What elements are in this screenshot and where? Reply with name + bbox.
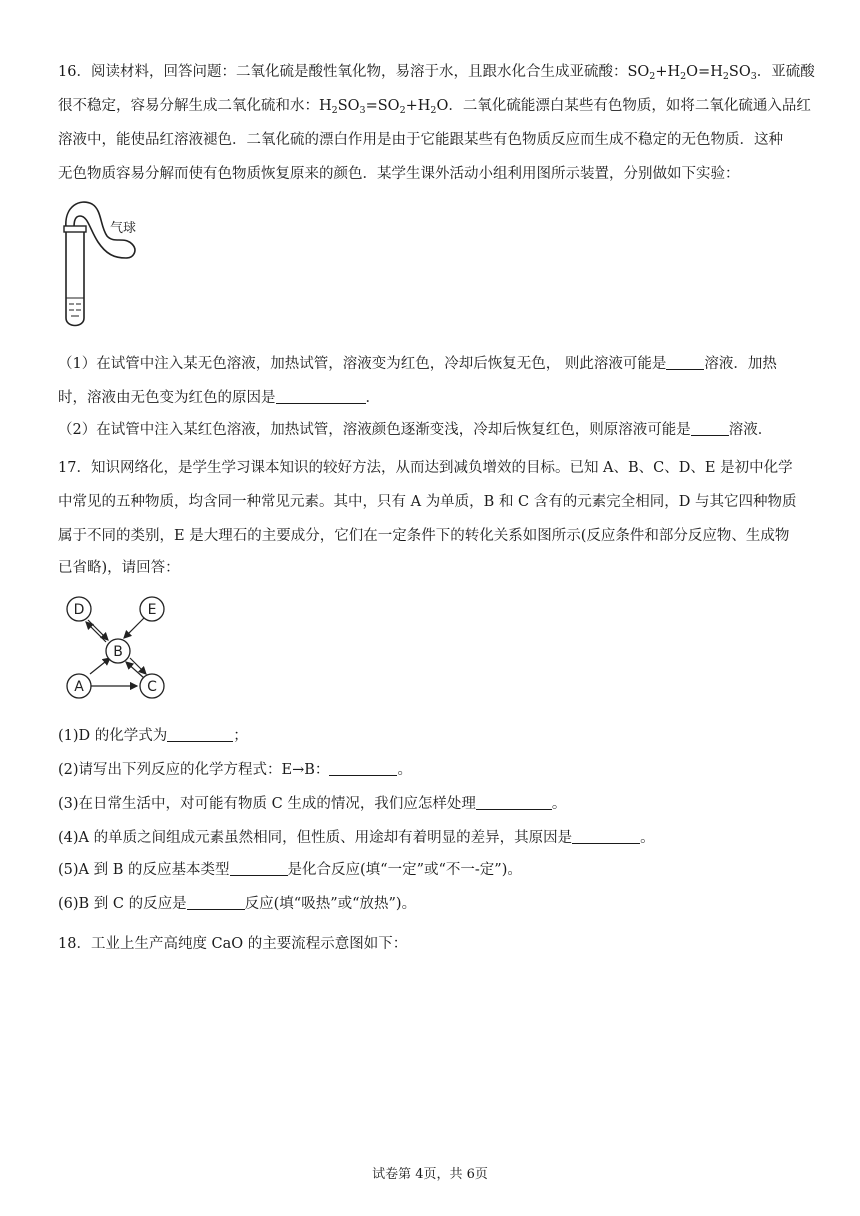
q16-line-4: 无色物质容易分解而使有色物质恢复原来的颜色．某学生课外活动小组利用图所示装置，分别做如下实验： xyxy=(58,166,740,182)
answer-blank[interactable] xyxy=(691,421,729,436)
answer-blank[interactable] xyxy=(167,727,233,742)
q16-part1-line1: （1）在试管中注入某无色溶液，加热试管，溶液变为红色，冷却后恢复无色， 则此溶液可能是 溶液．加热 xyxy=(58,356,777,372)
answer-blank[interactable] xyxy=(572,829,640,844)
page-footer: 试卷第 4页，共 6页 xyxy=(372,1167,488,1182)
q17-sub6: (6)B 到 C 的反应是 反应(填“吸热”或“放热”)。 xyxy=(58,896,417,912)
q17-line-4: 已省略)，请回答： xyxy=(58,560,180,576)
answer-blank[interactable] xyxy=(187,895,245,910)
q17-sub1: (1)D 的化学式为 ； xyxy=(58,728,248,744)
balloon-label: 气球 xyxy=(110,221,137,236)
q17-line-2: 中常见的五种物质，均含同一种常见元素。其中，只有 A 为单质，B 和 C 含有的元素完全相同，D 与其它四种物质 xyxy=(58,494,797,510)
answer-blank[interactable] xyxy=(666,355,704,370)
q18-line-1: 18．工业上生产高纯度 CaO 的主要流程示意图如下： xyxy=(58,936,408,952)
q17-line-1: 17．知识网络化，是学生学习课本知识的较好方法，从而达到减负增效的目标。已知 A、B、C、D、E 是初中化学 xyxy=(58,460,793,476)
node-e: E xyxy=(147,602,157,618)
q16-line-3: 溶液中，能使品红溶液褪色．二氧化硫的漂白作用是由于它能跟某些有色物质反应而生成不稳定的无色物质．这种 xyxy=(58,132,783,148)
q16-part2: （2）在试管中注入某红色溶液，加热试管，溶液颜色逐渐变浅，冷却后恢复红色，则原溶液可能是 溶液． xyxy=(58,422,773,438)
answer-blank[interactable] xyxy=(329,761,397,776)
test-tube-balloon-figure xyxy=(52,196,152,336)
q16-line-2: 很不稳定，容易分解生成二氧化硫和水：$H_2SO_3=SO_2+H_2O$．二氧化硫能漂白某些有色物质，如将二氧化硫通入品红 xyxy=(58,98,811,116)
node-b: B xyxy=(113,644,123,660)
q17-sub4: (4)A 的单质之间组成元素虽然相同，但性质、用途却有着明显的差异，其原因是 。 xyxy=(58,830,655,846)
q16-part1-line2: 时，溶液由无色变为红色的原因是 ． xyxy=(58,390,380,406)
substance-relation-diagram xyxy=(58,590,178,706)
q17-sub5: (5)A 到 B 的反应基本类型 是化合反应(填“一定”或“不一-定”)。 xyxy=(58,862,522,878)
node-a: A xyxy=(74,679,84,695)
q17-line-3: 属于不同的类别，E 是大理石的主要成分，它们在一定条件下的转化关系如图所示(反应条件和部分反应物、生成物 xyxy=(58,528,790,544)
answer-blank[interactable] xyxy=(476,795,552,810)
node-c: C xyxy=(147,679,157,695)
answer-blank[interactable] xyxy=(230,861,288,876)
q17-sub2: (2)请写出下列反应的化学方程式：E→B： 。 xyxy=(58,762,412,778)
q16-line-1: 16．阅读材料，回答问题：二氧化硫是酸性氧化物，易溶于水，且跟水化合生成亚硫酸：$SO_2+H_2O=H_2SO_3$．亚硫酸 xyxy=(58,64,815,82)
answer-blank[interactable] xyxy=(276,389,366,404)
node-d: D xyxy=(73,602,85,618)
q17-sub3: (3)在日常生活中，对可能有物质 C 生成的情况，我们应怎样处理 。 xyxy=(58,796,567,812)
